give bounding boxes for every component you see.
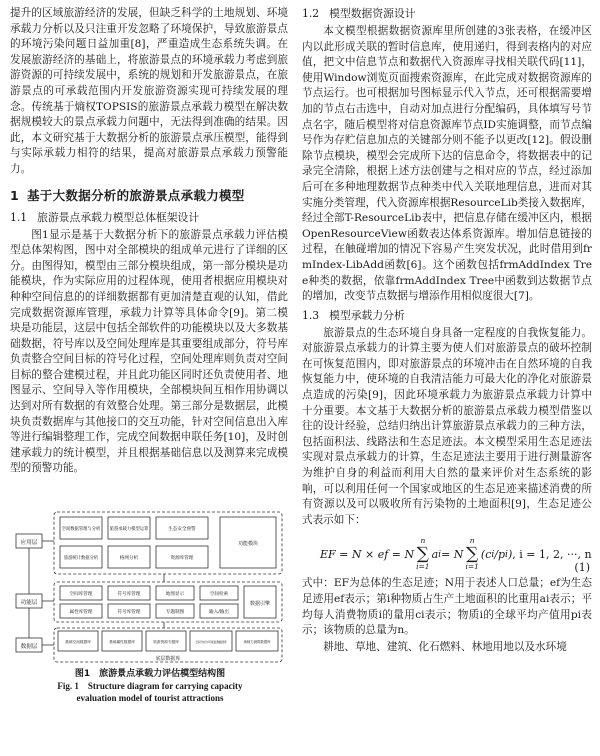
app-box: 旅游承载力模型运算 [109,527,149,532]
summation-2 [465,536,478,572]
formula-range: , i = 1, 2, ···, n [512,547,592,561]
app-box: 生态安全预警 [168,527,196,532]
sigma-icon: ∑ [416,544,429,565]
formula-term1: a [431,547,439,561]
subsection-title: 旅游景点承载力模型总体框架设计 [37,210,200,224]
func-box: 专题制图 [165,610,185,615]
formula-term2: (c [480,547,492,561]
app-box: 格网分析 [119,556,139,561]
subsection-heading-1-3 [302,308,592,323]
formula-lhs: EF = N × ef = N [320,547,415,561]
sum1-bottom: i=1 [416,562,430,572]
subsection-number: 1.1 [10,210,28,224]
capacity-paragraph: 旅游景点的生态环境自身具备一定程度的自我恢复能力。对旅游景点承载力的计算主要为使人们对旅游景点的破坏控制在可恢复范围内，即对旅游景点的环境冲击在自然环境的自我恢复能力中，使环境的自我清洁能力可最大化的净化对旅游景点造成的污染[9]，因此环境承载力为旅游景点承载力计算中十分重要。本文基于大数据分析的旅游景点承载力模型借鉴以往的设计经验，总结归纳出计算旅游景点承载力的三种方法，包括面积法、线路法和生态足迹法。本文模型采用生态足迹法实现对景点承载力的计算，生态足迹法主要用于进行测量游客为维护自身的利益而利用大自然的量来评价对生态系统的影响，可以利用任何一个国家或地区的生态足迹来描述消费的所有资源以及可以吸收所有污染物的土地面积[9]，生态足迹公式表示如下： [302,326,592,526]
caption-en-1: Fig. 1 Structure diagram for carrying capacity [57,681,243,691]
row-label-data: 数据层 [20,644,38,650]
equation-number: (1) [574,561,590,575]
data-box: 基础空间数据库 [65,640,91,644]
right-column [302,6,592,656]
func-box: 符号库管理 [117,610,141,615]
subsection-heading-1-2 [302,6,592,21]
data-resource-paragraph: 本文模型根据数据资源库里所创建的3张表格，在缓冲区内以此形成关联的暂时信息库，使用递归，得到表格内的对应值，把文中信息节点和数据代入资源库寻找相关联代码[11]，使用Window浏览页面搜索资源库，在此完成对数据资源库的节点运行。也可根据加号图标显示代入节点，还可根据需要增加的节点右击选中，自动对加点进行分配编码，具体填写号节点名字，随后模型将对信息资源库节点ID实施调整，而节点编号作为存贮信息加点的关键部分则不能予以更改[12]。假设删除节点模块，模型会完成所下达的信息命令，将数据表中的记录完全清除，根据上述方法创建与之相对应的节点，经过添加后可在多种地理数据节点种类中代入关联地理信息，进而对其实施分类管理，代入资源库根据ResourceLib类接入数据库，经过全部T-ResourceLib表中，把信息存储在缓冲区内，根据OpenResourceView函数表达体系资源库。增加信息链接的过程，在触碰增加的情况下容易产生突发状况，此时借用到frmIndex-LibAdd函数[6]。这个函数包括frmAddIndex Tree种类的数据，依靠frmAddIndex Tree中函数到达数据节点的增加，改变节点数据与增添作用相似度很大[7]。 [302,25,592,303]
func-box: 地图显示 [165,592,185,597]
section-heading [10,186,288,204]
app-box: 旅游统计数据分析 [63,556,99,561]
func-box: 符号库管理 [117,592,141,597]
data-footer: 底层数据库 [155,656,181,662]
subsection-title: 模型数据资源设计 [329,7,416,20]
formula-term2-end: ) [507,547,513,561]
formula-term2-mid: /p [494,547,506,561]
row-label-func: 功能层 [20,600,38,606]
left-column [10,6,288,478]
architecture-diagram [14,508,286,666]
subsection-number: 1.2 [302,7,320,20]
intro-paragraph: 提升的区域旅游经济的发展，但缺乏科学的土地规划、环境承载力分析以及只注重开发忽略了环境保护，导致旅游景点的环境污染问题日益加重[8]，严重造成生态系统失调。在发展旅游经济的基础上，将旅游景点的环境承载力考虑到旅游资源的可持续发展中，系统的规划和开发旅游景点，在旅游景点的可承载范围内开发旅游资源实现可持续发展的理念。传统基于熵权TOPSIS的旅游景点承载力模型在解决数据规模较大的景点承载力问题中，无法得到准确的结果。因此，本文研究基于大数据分析的旅游景点承压模型，能得到与实际承载力相符的结果，提高对旅游景点承载力预警能力。 [10,7,288,175]
architecture-figure [14,508,286,666]
data-box: 基础属性数据库 [109,640,135,644]
sum2-bottom: i=1 [465,562,479,572]
row-label-app: 应用层 [20,540,38,546]
func-box: 属性库管理 [69,610,93,615]
subsection-number: 1.3 [302,308,320,322]
formula-term2-sub1: i [491,548,495,560]
figure-caption [14,668,286,704]
framework-paragraph: 图1显示是基于大数据分析下的旅游景点承载力评估模型总体架构图，图中对全部模块的组成单元进行了详细的区分。由图得知，模型由三部分模块组成，第一部分模块是功能模块，作为实际应用的过程体现，使用者根据应用模块对种种空间信息的的详细数据都有更加清楚直观的认知，借此完成数据资源库管理，承载力计算等具体命令[9]。第二模块是功能层，这层中包括全部软件的功能模块以及大多数基础数据，符号库以及空间处理库是其重要组成部分，符号库负责整合空间目标的符号化过程，空间处理库则负责对空间目标的整合建模过程，并且此功能区同时还负责使用者、地图显示、空间导入等作用模块，全部模块间互相作用协调以达到对所有数据的有效整合处理。第三部分是数据层，此模块负责数据库与其他接口的交互功能，针对空间信息出入库等进行编辑整理工作，完成空间数据申联任务[10]，及时创建承载力的统计模型，并且根据基础信息以及测算来完成模型的预警功能。 [10,228,288,475]
func-engine-label: 数据引擎 [249,601,271,607]
summation-1 [416,536,429,572]
section-title: 基于大数据分析的旅游景点承载力模型 [27,187,245,203]
func-box: 输入/输出 [209,610,229,615]
sum1-top: n [420,536,426,546]
formula-term2-sub2: i [505,548,508,560]
section-number: 1 [10,187,19,203]
func-box: 空间检索 [209,592,229,597]
subsection-title: 模型承载力分析 [329,308,405,322]
data-box: 旅游资源专题库 [153,640,179,644]
app-module-label: 功能模块 [237,541,259,547]
formula-mid: = N [441,547,464,561]
final-paragraph: 耕地、草地、建筑、化石燃料、林地用地以及水环境 [323,640,567,653]
data-box: 承载力测算数据库 [243,640,271,644]
formula-explanation: 式中：EF为总体的生态足迹；N用于表述人口总量；ef为生态足迹用ef表示；第i种物质占生产土地面积的比重用ai表示；平均每人消费物质i的量用ci表示；物质i的全球平均产值用pi表示；该物质的总量为n。 [302,577,592,637]
caption-en-2: evaluation model of tourist attractions [76,693,224,703]
subsection-heading-1-1 [10,210,288,225]
data-box: 空间分析与环境监测数据库 [195,641,227,644]
func-box: 空间库管理 [69,592,93,597]
caption-zh: 图1 旅游景点承载力评估模型结构图 [74,669,226,679]
sum2-top: n [469,536,475,546]
app-box: 资源库管理 [170,556,194,561]
ef-formula [302,536,592,575]
formula-term1-sub: i [438,548,442,560]
app-box: 空间数据管理与分析 [61,527,101,532]
sigma-icon: ∑ [466,544,479,565]
